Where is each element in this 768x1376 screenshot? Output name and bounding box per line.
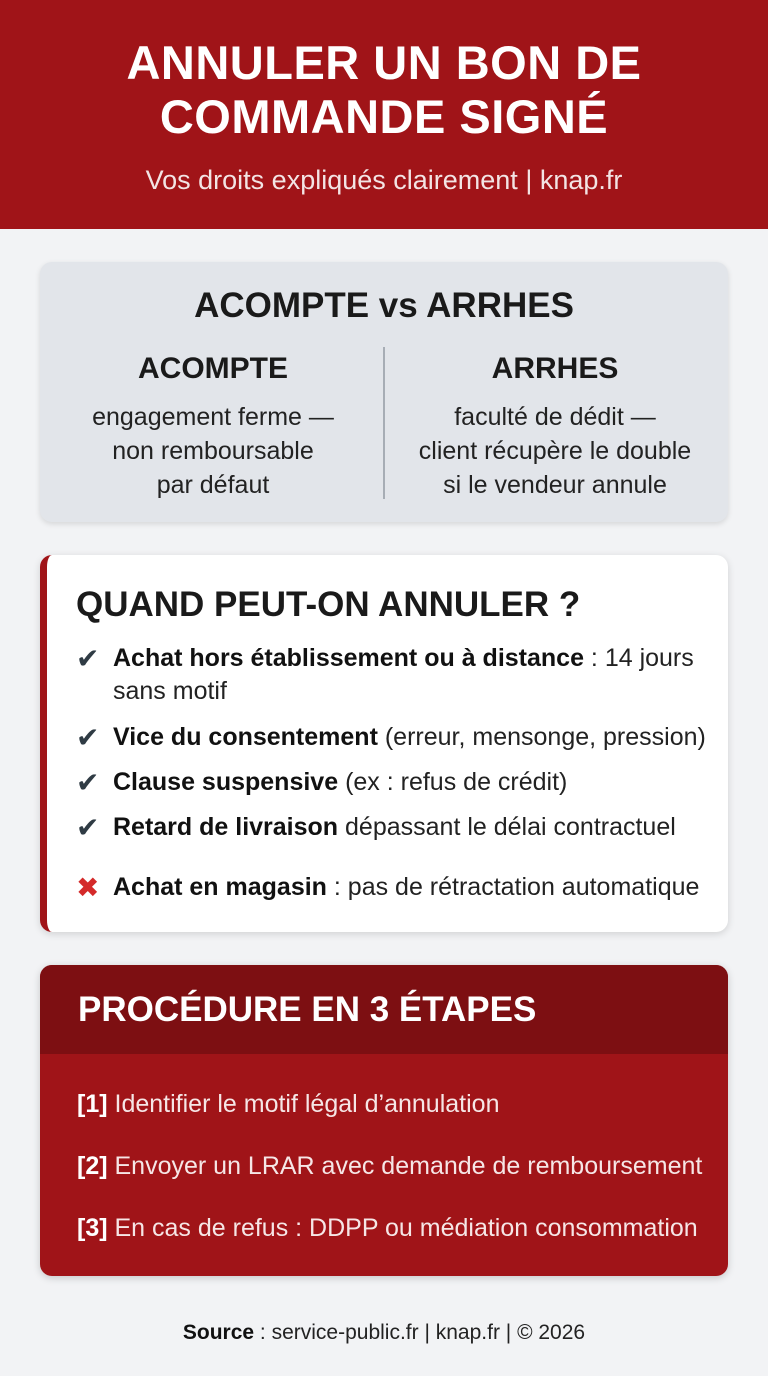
header-banner [0,0,768,229]
when-list-item [76,642,716,708]
check-icon: ✔ [76,722,100,753]
compare-column-acompte [48,350,378,502]
when-item-detail: (erreur, mensonge, pression) [377,723,706,751]
step-item [77,1088,717,1121]
step-number: [1] [77,1090,108,1118]
compare-title: ACOMPTE vs ARRHES [194,286,574,325]
compare-column-description: engagement ferme — non remboursable par défaut [92,403,334,499]
when-list-item [76,721,716,754]
check-icon: ✔ [76,767,100,798]
check-icon: ✔ [76,812,100,843]
when-item-label: Achat en magasin [113,873,327,901]
when-title: QUAND PEUT-ON ANNULER ? [76,585,581,624]
when-item-label: Achat hors établissement ou à distance [113,644,584,672]
when-list-item [76,811,716,844]
step-text: En cas de refus : DDPP ou médiation consommation [107,1214,698,1242]
step-text: Envoyer un LRAR avec demande de remboursement [107,1152,703,1180]
when-item-detail: : pas de rétractation automatique [326,873,700,901]
steps-card [40,965,728,1276]
when-item-detail: (ex : refus de crédit) [338,768,568,796]
step-item [77,1212,717,1245]
check-icon: ✔ [76,643,100,674]
step-item [77,1150,717,1183]
when-item-label: Clause suspensive [113,768,339,796]
compare-column-title: ARRHES [491,352,619,385]
compare-column-title: ACOMPTE [138,352,288,385]
when-item-detail: dépassant le délai contractuel [338,813,676,841]
steps-title: PROCÉDURE EN 3 ÉTAPES [78,990,537,1029]
compare-divider [383,347,385,499]
steps-header [40,965,728,1054]
when-list-item [76,871,716,904]
step-number: [2] [77,1152,108,1180]
page-title: ANNULER UN BON DE COMMANDE SIGNÉ [126,36,642,143]
page-subtitle: Vos droits expliqués clairement | knap.fr [145,165,623,195]
footer-source [0,1318,768,1348]
footer-label: Source [182,1321,255,1344]
step-number: [3] [77,1214,108,1242]
compare-column-arrhes [390,350,720,502]
when-item-label: Vice du consentement [113,723,378,751]
when-item-label: Retard de livraison [113,813,339,841]
compare-column-description: faculté de dédit — client récupère le double si le vendeur annule [418,403,692,499]
footer-text: : service-public.fr | knap.fr | © 2026 [254,1321,586,1344]
when-item-detail: : 14 jours sans motif [113,644,694,705]
step-text: Identifier le motif légal d’annulation [107,1090,500,1118]
when-list-item [76,766,716,799]
cross-icon: ✖ [76,872,100,903]
